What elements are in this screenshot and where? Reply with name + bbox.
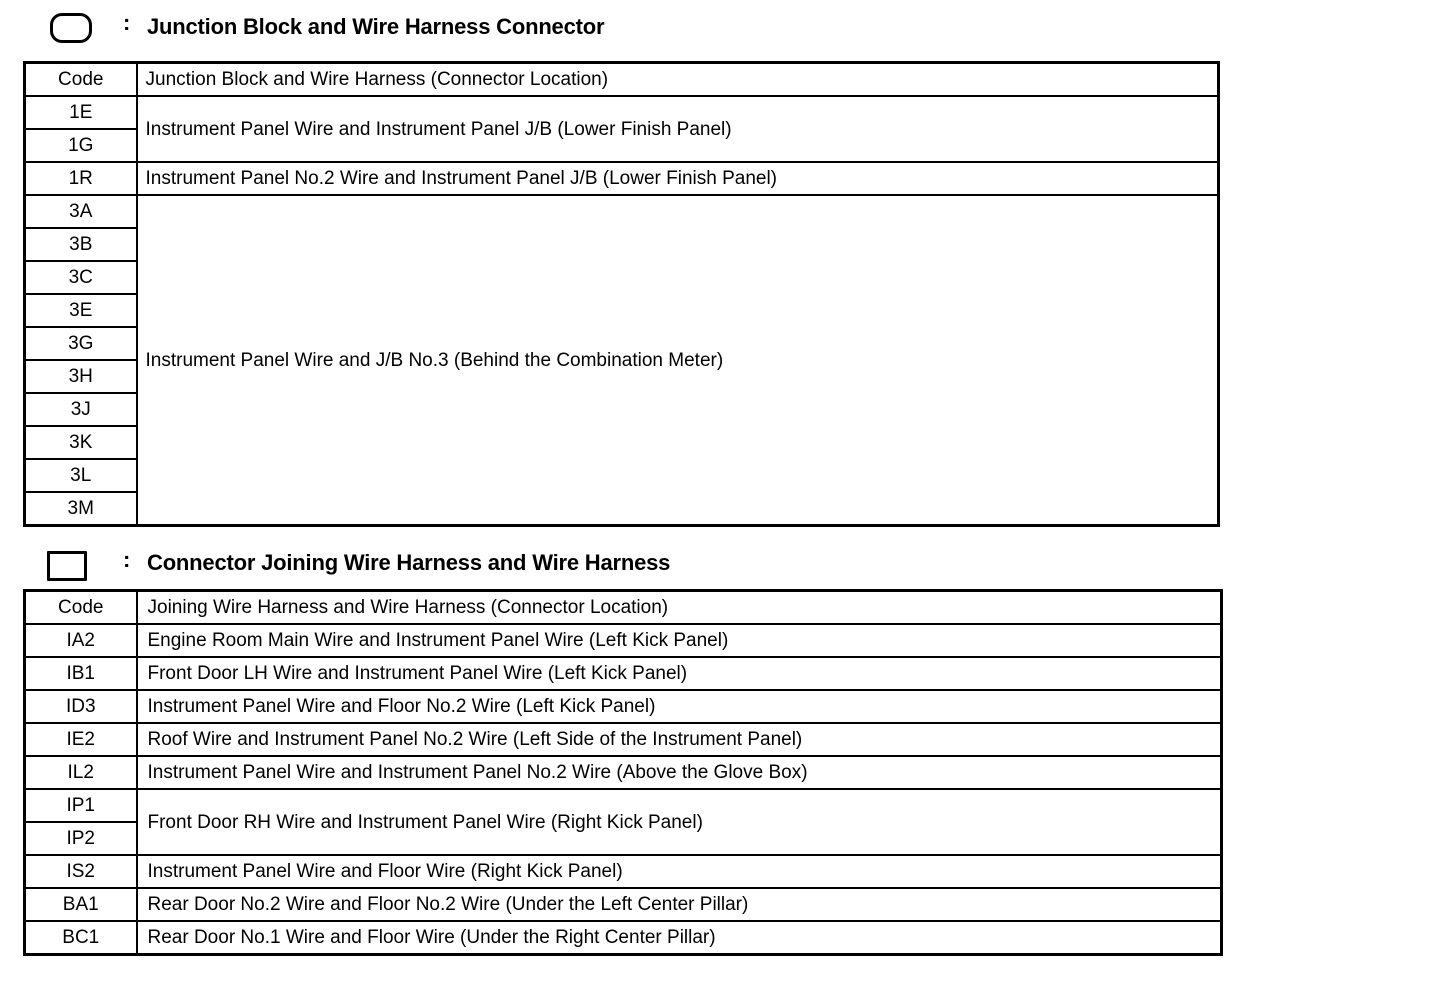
- connector-code: IE2: [25, 723, 137, 756]
- connector-code: IP2: [25, 822, 137, 855]
- rounded-connector-icon: [50, 13, 92, 43]
- table-row: [25, 921, 1222, 955]
- connector-code: ID3: [25, 690, 137, 723]
- connector-code: 1E: [25, 96, 137, 129]
- connector-code: IB1: [25, 657, 137, 690]
- legend-colon: :: [123, 547, 131, 572]
- table-row: [25, 888, 1222, 921]
- connector-code: 3A: [25, 195, 137, 228]
- table-row: [25, 789, 1222, 822]
- table-header-row: [25, 63, 1219, 97]
- connector-code: 3E: [25, 294, 137, 327]
- connector-location: Instrument Panel Wire and Instrument Panel No.2 Wire (Above the Glove Box): [137, 756, 1222, 789]
- connector-code: 3H: [25, 360, 137, 393]
- square-connector-icon: [47, 551, 87, 581]
- connector-code: 3M: [25, 492, 137, 526]
- connector-code: IL2: [25, 756, 137, 789]
- connector-code: 3J: [25, 393, 137, 426]
- table-row: [25, 96, 1219, 129]
- location-column-header: Junction Block and Wire Harness (Connector Location): [137, 63, 1219, 97]
- connector-code: BA1: [25, 888, 137, 921]
- connector-location: Instrument Panel Wire and Floor Wire (Right Kick Panel): [137, 855, 1222, 888]
- connector-location: Front Door LH Wire and Instrument Panel Wire (Left Kick Panel): [137, 657, 1222, 690]
- table-row: [25, 624, 1222, 657]
- connector-code: IS2: [25, 855, 137, 888]
- connector-location: Engine Room Main Wire and Instrument Panel Wire (Left Kick Panel): [137, 624, 1222, 657]
- connector-code: 3C: [25, 261, 137, 294]
- joining-connector-table: [23, 589, 1223, 956]
- connector-code: 3K: [25, 426, 137, 459]
- connector-location: Rear Door No.2 Wire and Floor No.2 Wire (Under the Left Center Pillar): [137, 888, 1222, 921]
- table-row: [25, 690, 1222, 723]
- connector-location: Rear Door No.1 Wire and Floor Wire (Under the Right Center Pillar): [137, 921, 1222, 955]
- code-column-header: Code: [25, 63, 137, 97]
- connector-code: 1G: [25, 129, 137, 162]
- table-row: [25, 756, 1222, 789]
- location-column-header: Joining Wire Harness and Wire Harness (Connector Location): [137, 591, 1222, 625]
- joining-connector-section-header: [0, 537, 1300, 577]
- junction-block-section-header: [0, 0, 1300, 40]
- connector-location: Roof Wire and Instrument Panel No.2 Wire (Left Side of the Instrument Panel): [137, 723, 1222, 756]
- table-row: [25, 723, 1222, 756]
- connector-code: BC1: [25, 921, 137, 955]
- code-column-header: Code: [25, 591, 137, 625]
- table-header-row: [25, 591, 1222, 625]
- connector-location: Instrument Panel Wire and Instrument Panel J/B (Lower Finish Panel): [137, 96, 1219, 162]
- connector-location: Front Door RH Wire and Instrument Panel Wire (Right Kick Panel): [137, 789, 1222, 855]
- connector-code: 3B: [25, 228, 137, 261]
- table-row: [25, 195, 1219, 228]
- table-row: [25, 162, 1219, 195]
- connector-location: Instrument Panel Wire and Floor No.2 Wire (Left Kick Panel): [137, 690, 1222, 723]
- legend-colon: :: [123, 10, 131, 35]
- connector-code: 1R: [25, 162, 137, 195]
- connector-code: 3L: [25, 459, 137, 492]
- junction-block-section-title: Junction Block and Wire Harness Connector: [147, 14, 605, 39]
- joining-connector-section-title: Connector Joining Wire Harness and Wire Harness: [147, 550, 671, 575]
- junction-block-table: [23, 61, 1220, 527]
- connector-code: IA2: [25, 624, 137, 657]
- table-row: [25, 657, 1222, 690]
- table-row: [25, 855, 1222, 888]
- connector-location: Instrument Panel No.2 Wire and Instrument Panel J/B (Lower Finish Panel): [137, 162, 1219, 195]
- connector-code: 3G: [25, 327, 137, 360]
- connector-code: IP1: [25, 789, 137, 822]
- connector-location: Instrument Panel Wire and J/B No.3 (Behind the Combination Meter): [137, 195, 1219, 526]
